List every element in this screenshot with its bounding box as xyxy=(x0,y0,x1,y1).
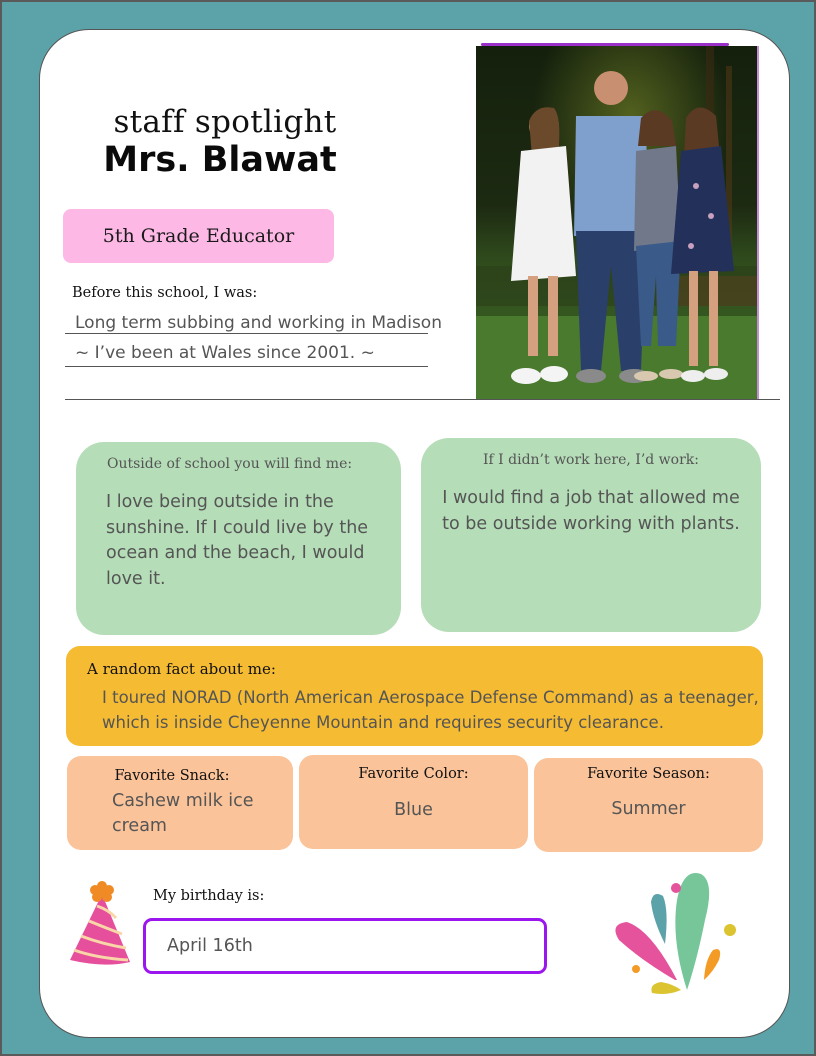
spotlight-card xyxy=(39,29,790,1038)
favorite-snack-value: Cashew milk ice cream xyxy=(112,791,254,836)
favorite-season-value: Summer xyxy=(611,799,686,819)
family-photo-icon xyxy=(476,46,757,400)
random-fact-line-1: I toured NORAD (North American Aerospace Defense Command) as a teenager, xyxy=(102,688,759,707)
before-school-line-2: ~ I’ve been at Wales since 2001. ~ xyxy=(75,343,375,363)
underline-1 xyxy=(65,333,428,334)
favorite-snack-label: Favorite Snack: xyxy=(114,768,230,784)
before-school-label: Before this school, I was: xyxy=(72,285,258,301)
favorite-color-box xyxy=(299,755,528,849)
birthday-label: My birthday is: xyxy=(153,888,265,904)
underline-2 xyxy=(65,366,428,367)
random-fact-line-2: which is inside Cheyenne Mountain and requires security clearance. xyxy=(102,713,664,732)
favorite-snack-box xyxy=(67,756,293,850)
before-school-line-1: Long term subbing and working in Madison xyxy=(75,313,442,333)
random-fact-answer xyxy=(102,685,759,735)
outside-school-box xyxy=(76,442,401,635)
staff-photo xyxy=(476,46,757,400)
favorite-color-label: Favorite Color: xyxy=(358,766,469,782)
random-fact-question: A random fact about me: xyxy=(87,660,276,678)
favorite-color-value: Blue xyxy=(394,800,433,820)
confetti-splash-icon xyxy=(605,860,745,1000)
role-badge: 5th Grade Educator xyxy=(63,209,334,263)
kicker-title: staff spotlight xyxy=(113,104,337,140)
other-work-question: If I didn’t work here, I’d work: xyxy=(482,452,699,468)
birthday-value: April 16th xyxy=(167,936,253,956)
outside-school-question: Outside of school you will find me: xyxy=(107,456,353,472)
other-work-box xyxy=(421,438,761,632)
favorite-season-box xyxy=(534,758,763,852)
other-work-answer: I would find a job that allowed me to be outside working with plants. xyxy=(442,488,740,534)
outside-school-answer: I love being outside in the sunshine. If I could live by the ocean and the beach, I would love it. xyxy=(106,492,369,589)
favorite-season-label: Favorite Season: xyxy=(587,766,710,782)
birthday-field[interactable] xyxy=(143,918,547,974)
section-divider xyxy=(65,399,780,400)
party-hat-icon xyxy=(64,876,134,966)
staff-name: Mrs. Blawat xyxy=(103,140,337,180)
random-fact-box xyxy=(66,646,763,746)
